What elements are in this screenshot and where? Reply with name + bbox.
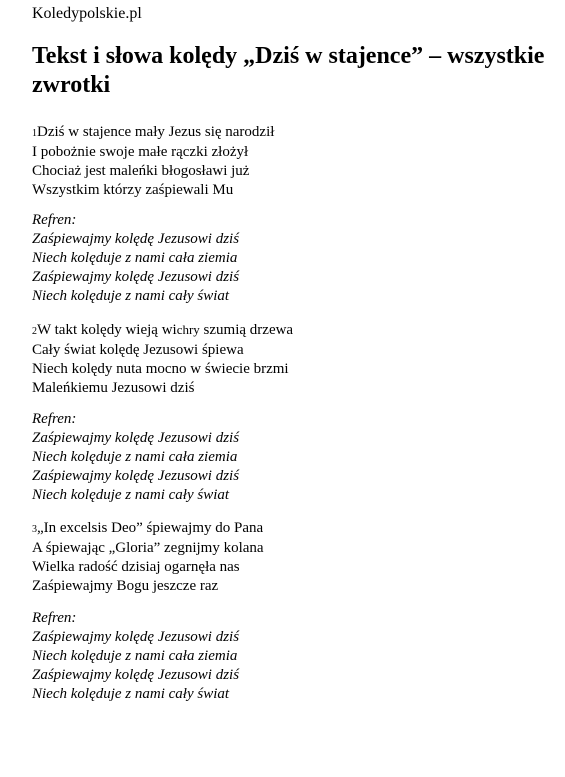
verse-3: [32, 519, 264, 596]
refrain-line: Niech kolęduje z nami cała ziemia: [32, 648, 238, 664]
verse-number: 1: [32, 128, 37, 139]
verse-line: Maleńkiemu Jezusowi dziś: [32, 380, 195, 396]
refrain-2: [32, 410, 239, 505]
verse-number: 2: [32, 326, 37, 337]
site-name: Koledypolskie.pl: [32, 5, 142, 22]
refrain-line: Zaśpiewajmy kolędę Jezusowi dziś: [32, 629, 240, 645]
refrain-line: Zaśpiewajmy kolędę Jezusowi dziś: [32, 667, 240, 683]
refrain-label: Refren:: [32, 212, 77, 228]
verse-2: [32, 320, 293, 398]
refrain-line: Niech kolęduje z nami cały świat: [32, 686, 230, 702]
verse-line: 1Dziś w stajence mały Jezus się narodził: [32, 124, 275, 140]
verse-number: 3: [32, 524, 37, 535]
refrain-1: [32, 211, 239, 306]
verse-line: Wielka radość dzisiaj ogarnęła nas: [32, 559, 240, 575]
page-title: Tekst i słowa kolędy „Dziś w stajence” – wszystkie zwrotki: [32, 43, 545, 98]
refrain-line: Zaśpiewajmy kolędę Jezusowi dziś: [32, 269, 240, 285]
refrain-label: Refren:: [32, 610, 77, 626]
refrain-line: Niech kolęduje z nami cała ziemia: [32, 250, 238, 266]
verse-line: Wszystkim którzy zaśpiewali Mu: [32, 182, 234, 198]
verse-1: [32, 123, 274, 200]
refrain-line: Niech kolęduje z nami cała ziemia: [32, 449, 238, 465]
verse-line: Chociaż jest maleńki błogosławi już: [32, 163, 250, 179]
verse-line: 3„In excelsis Deo” śpiewajmy do Pana: [32, 520, 264, 536]
refrain-3: [32, 609, 239, 704]
refrain-line: Zaśpiewajmy kolędę Jezusowi dziś: [32, 468, 240, 484]
refrain-line: Niech kolęduje z nami cały świat: [32, 487, 230, 503]
verse-line: I pobożnie swoje małe rączki złożył: [32, 144, 249, 160]
verse-line: Zaśpiewajmy Bogu jeszcze raz: [32, 578, 219, 594]
refrain-line: Zaśpiewajmy kolędę Jezusowi dziś: [32, 231, 240, 247]
verse-line: Cały świat kolędę Jezusowi śpiewa: [32, 342, 244, 358]
verse-line: A śpiewając „Gloria” zegnijmy kolana: [32, 540, 264, 556]
refrain-line: Zaśpiewajmy kolędę Jezusowi dziś: [32, 430, 240, 446]
verse-line: 2W takt kolędy wieją wichry szumią drzewa: [32, 322, 294, 338]
refrain-label: Refren:: [32, 411, 77, 427]
refrain-line: Niech kolęduje z nami cały świat: [32, 288, 230, 304]
verse-line: Niech kolędy nuta mocno w świecie brzmi: [32, 361, 289, 377]
